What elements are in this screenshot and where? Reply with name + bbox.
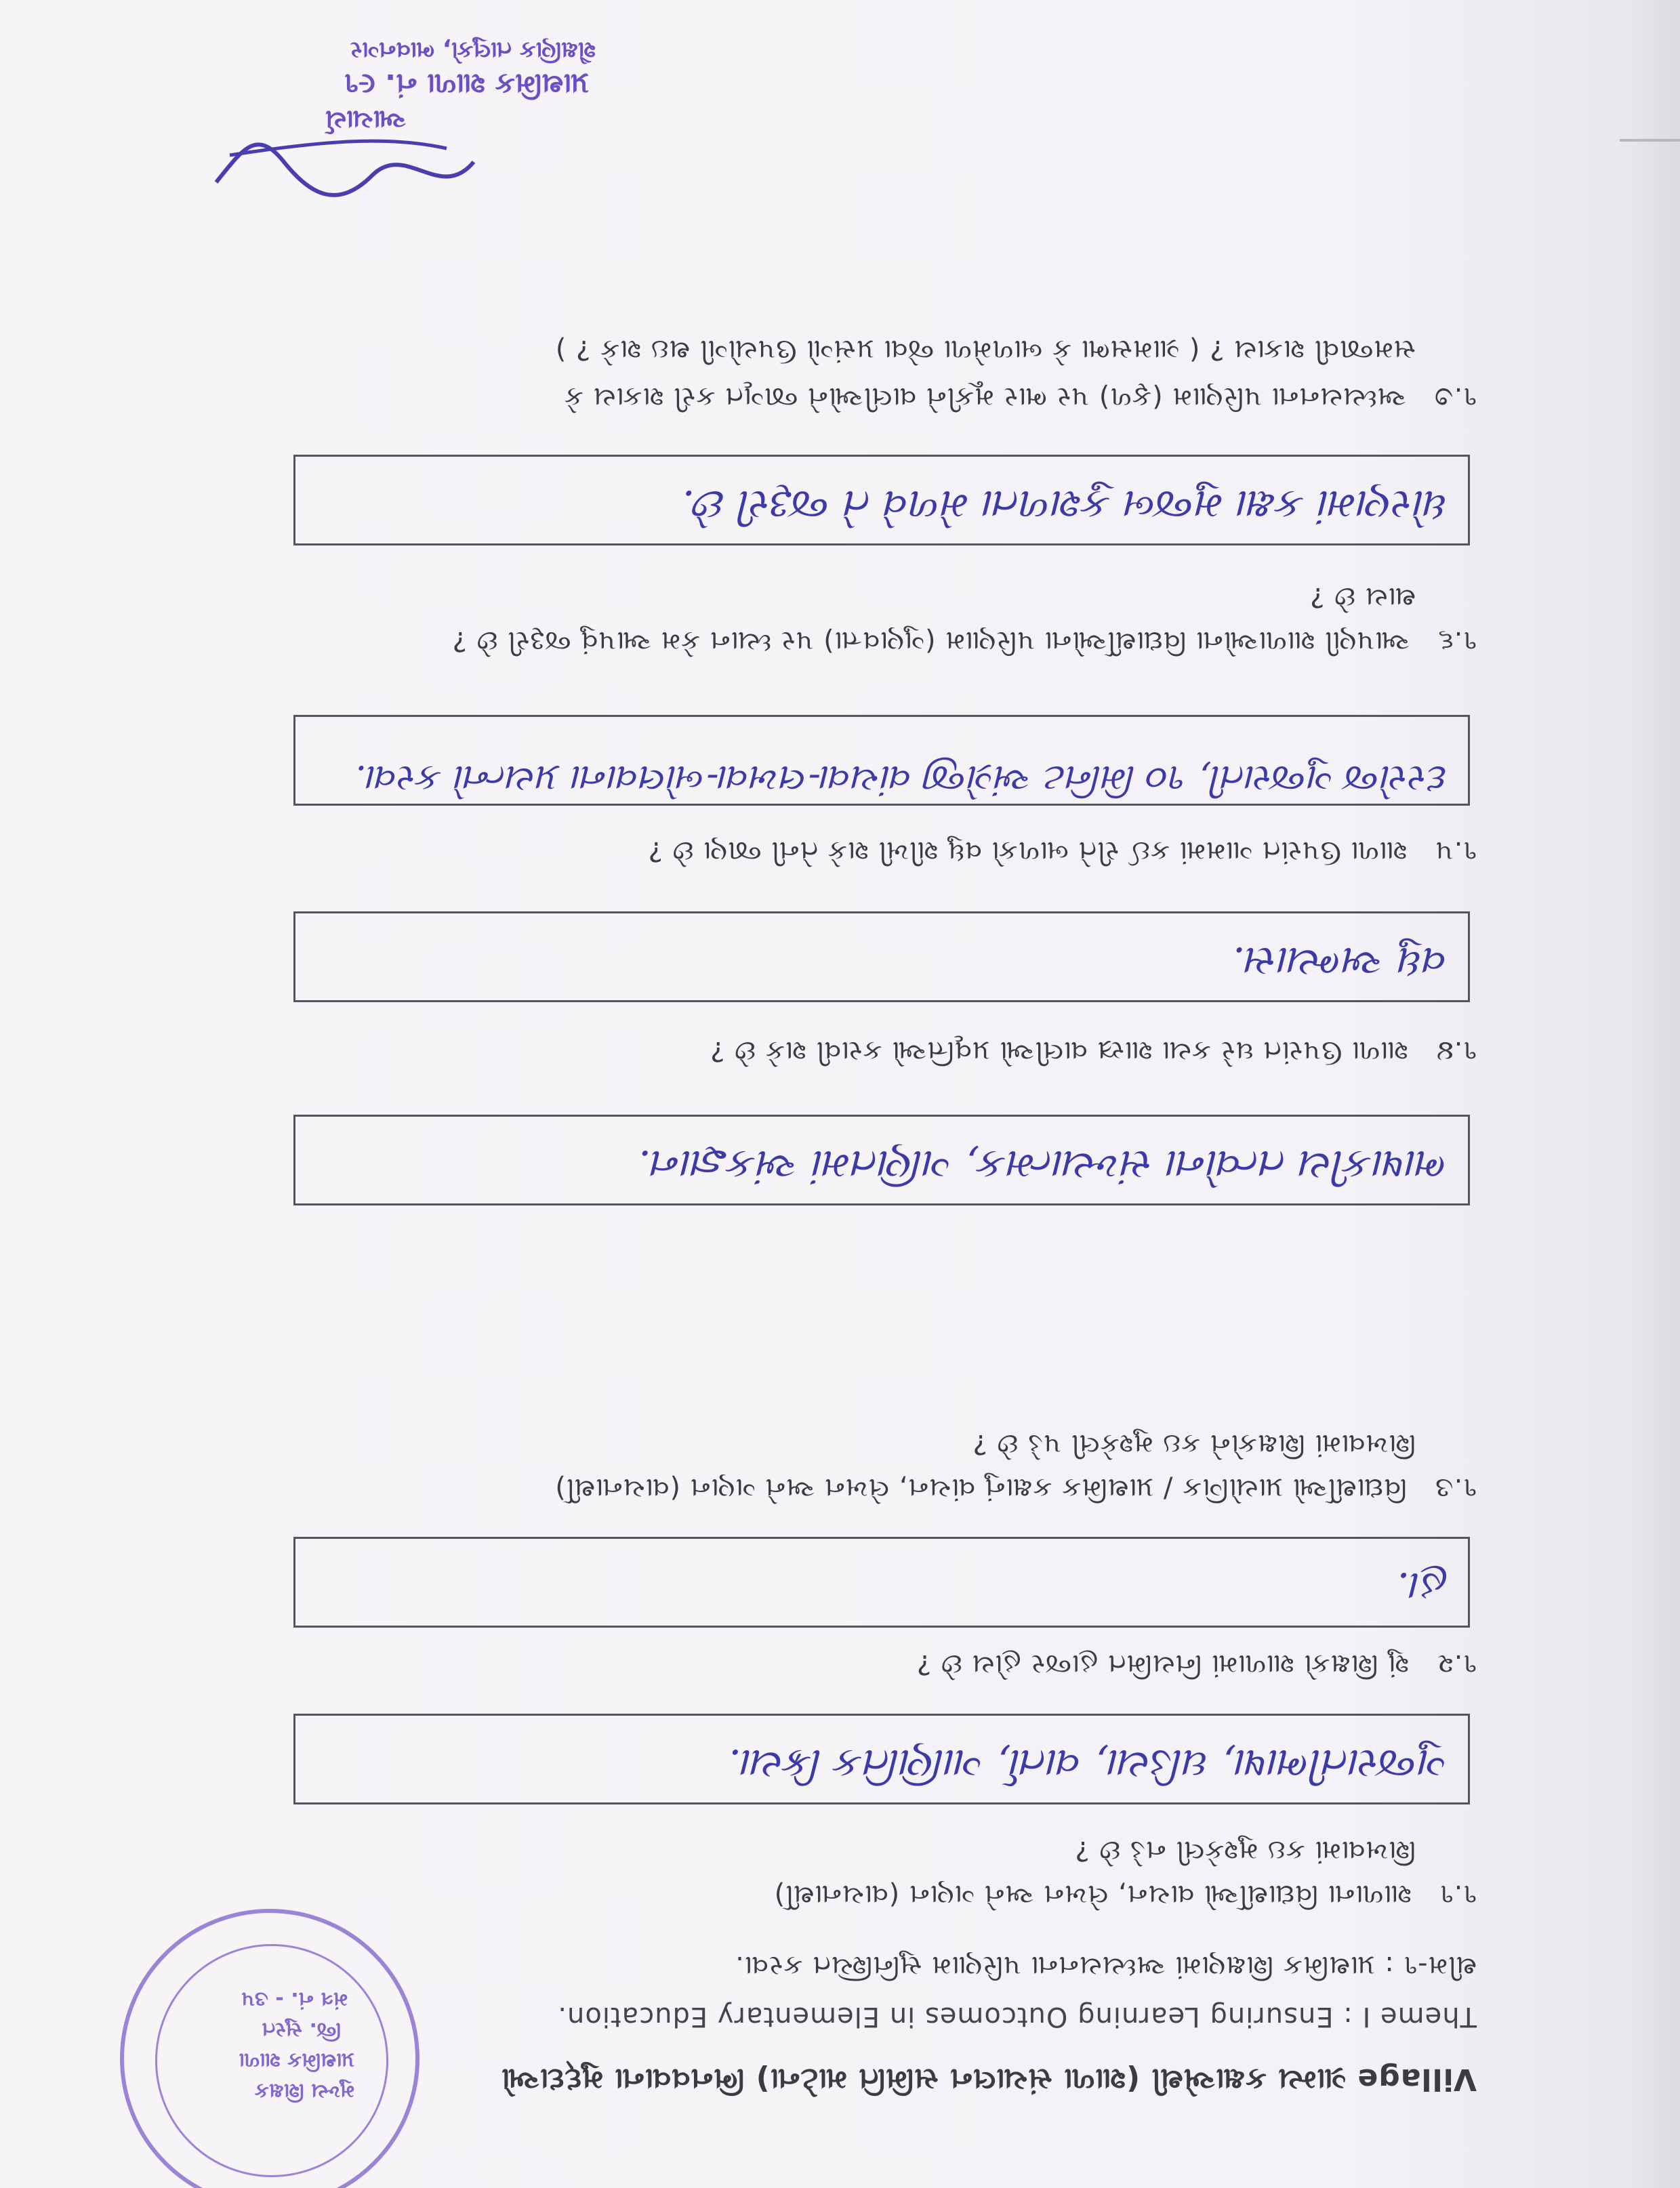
question-1-3 [554, 1472, 1477, 1504]
question-1-4 [710, 1035, 1477, 1067]
question-text: શાળા ઉપરાંત ગામમાં કઈ રીતે બાળકો વધુ શીખી શકે તેની જાણ છે ? [647, 835, 1408, 867]
answer-text: વધુ અભ્યાસ. [1233, 938, 1449, 985]
question-1-5 [648, 835, 1477, 867]
answer-box[interactable] [293, 1115, 1470, 1205]
question-text: શાળાના વિદ્યાર્થીઓ વાચન, લેખન અને ગણન (વાચનાર્થી) [773, 1879, 1412, 1910]
question-number: ૧.૭ [1433, 381, 1477, 413]
stamp-text: જિ. સુરત [262, 2018, 341, 2042]
answer-box[interactable] [293, 911, 1470, 1002]
theme-title-gujarati: થીમ-૧ : પ્રાથમિક શિક્ષણમાં અધ્યયનના પરિણામ સુનિશ્ચિત કરવા. [735, 1950, 1477, 1981]
question-number: ૧.૧ [1439, 1879, 1477, 1910]
answer-text: ગુજરાતીભાષા, ઘડિયા, વાર્તા, ગાણિતિક ક્રિયા. [729, 1740, 1449, 1788]
stamp-text: શૈક્ષણિક તાલુકો, ભાવનગર [350, 37, 596, 64]
question-1-2 [916, 1649, 1477, 1680]
question-text: શાળા ઉપરાંત ઘરે કયા શાસ્ત્ર વાલીઓ પ્રવૃત્તિઓ કરાવી શકે છે ? [710, 1035, 1408, 1067]
answer-text: ધોરણમાં કક્ષા મુજબ કુશળતા મેળવે તે જરૂરી છે. [682, 481, 1449, 529]
document-header: Village ગ્રામ્ય કક્ષાએથી (શાળા સંચાલન સમિતિ માટેના) ભિનવવાના મુદ્દાઓ [500, 2062, 1477, 2097]
question-number: ૧.૪ [1435, 1035, 1477, 1067]
question-1-6-continued: થાય છે ? [1309, 581, 1416, 613]
signature-icon [203, 121, 487, 223]
stamp-text: આચાર્ય [325, 105, 406, 135]
answer-box[interactable] [293, 455, 1470, 545]
question-1-1-continued: શિખવામાં કઇ મુશ્કેલી નડે છે ? [1074, 1835, 1416, 1866]
answer-box[interactable] [293, 1537, 1470, 1628]
question-1-6 [452, 625, 1477, 657]
round-stamp [120, 1909, 419, 2188]
answer-text: ભાષાકીય તત્વોના સંખ્યાત્મક, ગણિતમાં અંકજ્ઞાન. [638, 1141, 1449, 1189]
question-number: ૧.૨ [1437, 1649, 1477, 1680]
question-1-7 [564, 381, 1477, 413]
question-number: ૧.૫ [1435, 835, 1477, 867]
question-text: શું શિક્ષકો શાળામાં નિયમિત હાજર હોય છે ? [916, 1649, 1410, 1680]
question-number: ૧.૬ [1437, 625, 1477, 657]
answer-text: દરરોજ ગુજરાતી, ૧૦ મિનિટ અંગ્રેજી વાંચવા-લખવા-બોલવાના પ્રયત્નો કરવા. [355, 758, 1449, 800]
stamp-text: પ્રાથમિક શાળા [239, 2048, 354, 2072]
answer-text: હા. [1397, 1563, 1449, 1611]
stamp-text: મુખ્ય શિક્ષક [254, 2079, 354, 2103]
question-text: આપણી શાળાઓના વિદ્યાર્થીઓના પરિણામ (ગુણવત્તા) પર ધ્યાન કેમ આપવું જરૂરી છે ? [451, 625, 1410, 657]
question-1-3-continued: શિખવામાં શિક્ષકોને કઇ મુશ્કેલી પડે છે ? [972, 1428, 1416, 1460]
answer-box[interactable] [293, 715, 1470, 806]
answer-box[interactable] [293, 1714, 1470, 1804]
page-edge-rule [1620, 139, 1680, 142]
stamp-text: મંત્ર નં. - ૩૫ [241, 1987, 348, 2011]
question-text: વિદ્યાર્થીઓ પ્રાયોગિક / પ્રાથમિક કક્ષાનું વાંચન, લેખન અને ગણન (વાચનાર્થી) [554, 1472, 1407, 1504]
theme-title: Theme I : Ensuring Learning Outcomes in Elementary Education. [557, 2001, 1477, 2032]
question-1-7-continued: સમજાવી શકાય ? ( ગ્રામસભા કે બાળમેળા જેવા પ્રસંગો ઉપયોગી થઇ શકે ? ) [554, 334, 1416, 365]
question-text: અધ્યયનના પરિણામ (ફળ) પર ભાર મૂકીને વાલીઓને જાગૃત કરી શકાય કે [563, 381, 1406, 413]
question-1-1 [774, 1879, 1477, 1910]
question-number: ૧.૩ [1435, 1472, 1477, 1504]
stamp-text: પ્રાથમિક શાળા નં. ૯૧ [344, 68, 589, 101]
